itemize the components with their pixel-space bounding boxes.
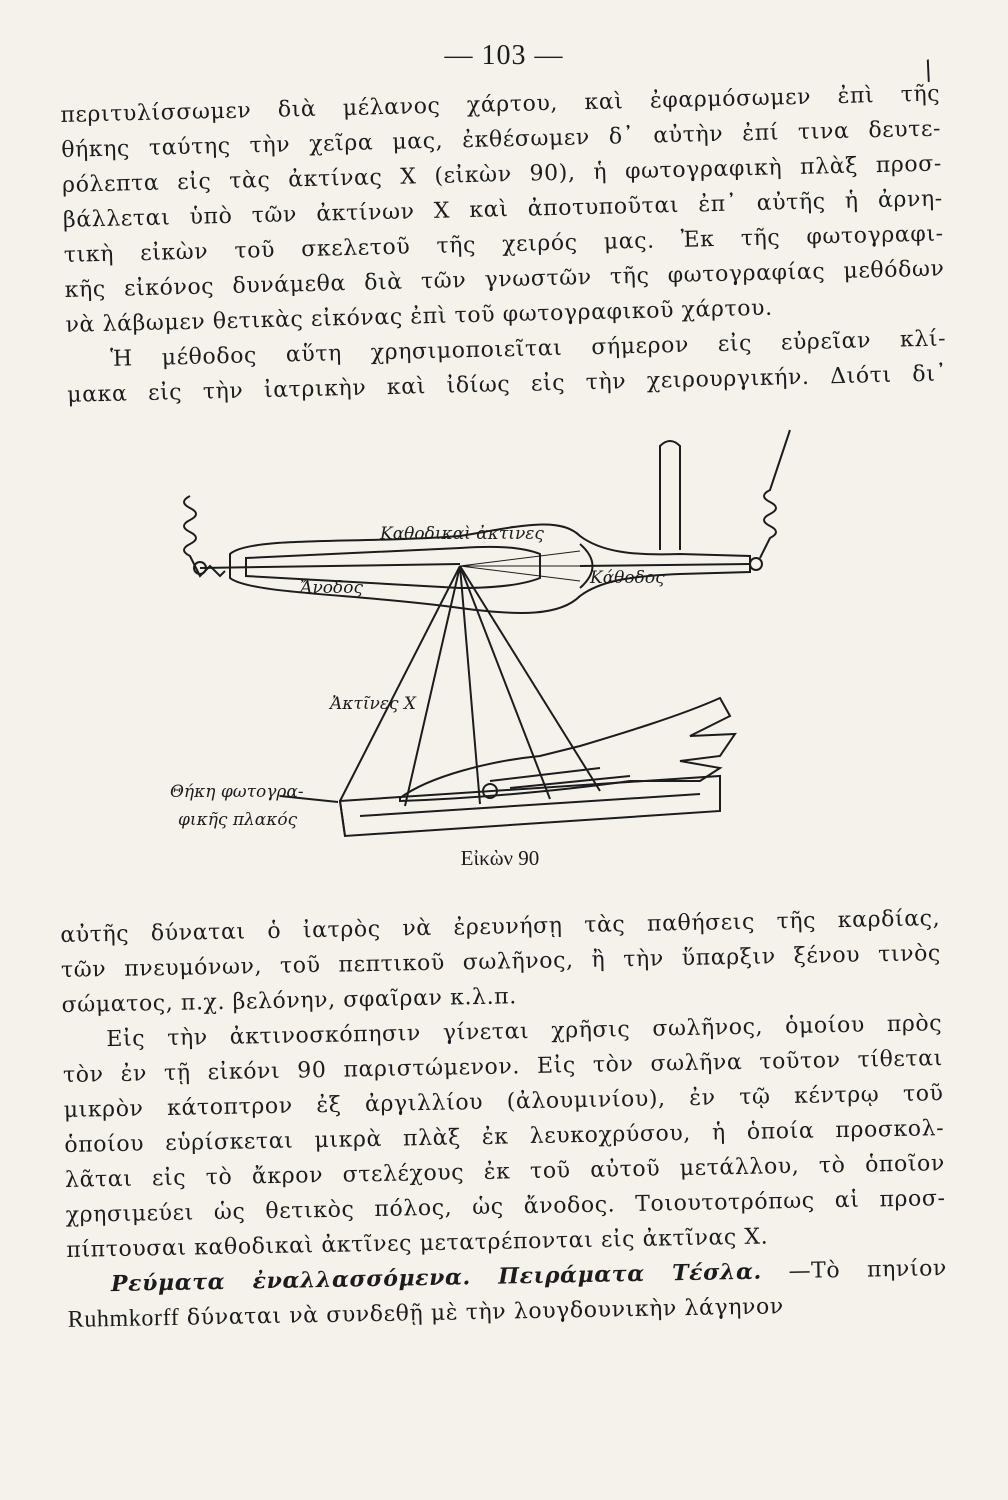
- label-plate-holder-2: φικῆς πλακός: [178, 810, 298, 830]
- label-cathode: Κάθοδος: [590, 568, 665, 588]
- side-arm: [660, 441, 680, 550]
- text-line: βάλλεται ὑπὸ τῶν ἀκτίνων Χ καὶ ἀποτυποῦται ἐπ᾽ αὐτῆς ἡ ἀρνη-: [62, 186, 944, 233]
- anode-rod: [200, 564, 460, 568]
- label-x-rays: Ἀκτῖνες Χ: [330, 694, 416, 714]
- page-number: — 103 —: [444, 40, 564, 71]
- pencil-mark: /: [919, 55, 938, 87]
- label-plate-holder-1: Θήκη φωτογρα-: [170, 782, 304, 802]
- bottom-paragraphs: [60, 901, 948, 1338]
- figure-caption: Εἰκὼν 90: [460, 846, 540, 870]
- section-heading: Ρεύματα ἐναλλασσόμενα. Πειράματα Τέσλα.: [110, 1258, 763, 1298]
- section-heading-rest: —Τὸ πηνίον: [788, 1256, 948, 1285]
- text-line: μακα εἰς τὴν ἰατρικὴν καὶ ἰδίως εἰς τὴν χειρουργικήν. Διότι δι᾽: [66, 361, 948, 408]
- text-line: σώματος, π.χ. βελόνην, σφαῖραν κ.λ.π.: [61, 984, 518, 1018]
- cathode-terminal-icon: [750, 558, 762, 570]
- xray-line: [460, 566, 550, 799]
- line-rest: δύναται νὰ συνδεθῇ μὲ τὴν λουγδουνικὴν λάγηνον: [186, 1294, 785, 1331]
- xray-tube-drawing: [160, 416, 820, 876]
- text-line: χρησιμεύει ὡς θετικὸς πόλος, ὡς ἄνοδος. Τοιουτοτρόπως αἱ προσ-: [65, 1186, 946, 1228]
- text-line: κῆς εἰκόνος δυνάμεθα διὰ τῶν γνωστῶν τῆς φωτογραφίας μεθόδων: [64, 256, 945, 303]
- cathode-ray: [460, 566, 580, 581]
- text-line: περιτυλίσσωμεν διὰ μέλανος χάρτου, καὶ ἐφαρμόσωμεν ἐπὶ τῆς: [60, 81, 941, 128]
- text-line: τικὴ εἰκὼν τοῦ σκελετοῦ τῆς χειρός μας. Ἐκ τῆς φωτογραφι-: [63, 221, 944, 268]
- plate-edge: [340, 801, 345, 836]
- right-wire: [760, 430, 790, 558]
- text-line: Εἰς τὴν ἀκτινοσκόπησιν γίνεται χρῆσις σωλῆνος, ὁμοίου πρὸς: [106, 1011, 943, 1053]
- latin-word: Ruhmkorff: [67, 1304, 180, 1333]
- finger-line: [490, 768, 600, 781]
- text-line: μικρὸν κάτοπτρον ἐξ ἀργιλλίου (ἀλουμινίου), ἐν τῷ κέντρῳ τοῦ: [63, 1081, 944, 1123]
- label-anode: Ἄνοδος: [300, 578, 364, 598]
- text-line: πίπτουσαι καθοδικαὶ ἀκτῖνες μετατρέπονται εἰς ἀκτῖνας Χ.: [66, 1224, 769, 1263]
- text-line: νὰ λάβωμεν θετικὰς εἰκόνας ἐπὶ τοῦ φωτογραφικοῦ χάρτου.: [65, 295, 773, 338]
- cathode-rod: [580, 564, 750, 566]
- xray-tube-figure: [160, 416, 820, 876]
- text-line: τὸν ἐν τῇ εἰκόνι 90 παριστώμενον. Εἰς τὸν σωλῆνα τοῦτον τίθεται: [62, 1046, 944, 1088]
- text-line: θήκης ταύτης τὴν χεῖρα μας, ἐκθέσωμεν δ᾽ αὐτὴν ἐπί τινα δευτε-: [60, 116, 942, 163]
- text-line: Ἡ μέθοδος αὕτη χρησιμοποιεῖται σήμερον εἰς εὐρεῖαν κλί-: [110, 326, 947, 372]
- label-cathode-rays: Καθοδικαὶ ἀκτῖνες: [380, 524, 544, 544]
- text-line: αὐτῆς δύναται ὁ ἰατρὸς νὰ ἐρευνήσῃ τὰς παθήσεις τῆς καρδίας,: [60, 906, 941, 948]
- text-line: λᾶται εἰς τὸ ἄκρον στελέχους ἐκ τοῦ αὐτοῦ μετάλλου, τὸ ὁποῖον: [64, 1151, 946, 1193]
- text-line: ὁποίου εὑρίσκεται μικρὰ πλὰξ ἐκ λευκοχρύσου, ἡ ὁποία προσκολ-: [64, 1116, 945, 1158]
- top-paragraphs: [60, 76, 947, 412]
- cathode-ray: [460, 551, 580, 566]
- text-line: ρόλεπτα εἰς τὰς ἀκτίνας Χ (εἰκὼν 90), ἡ φωτογραφικὴ πλὰξ προσ-: [61, 151, 943, 198]
- text-line: τῶν πνευμόνων, τοῦ πεπτικοῦ σωλῆνος, ἢ τὴν ὕπαρξιν ξένου τινὸς: [60, 941, 942, 983]
